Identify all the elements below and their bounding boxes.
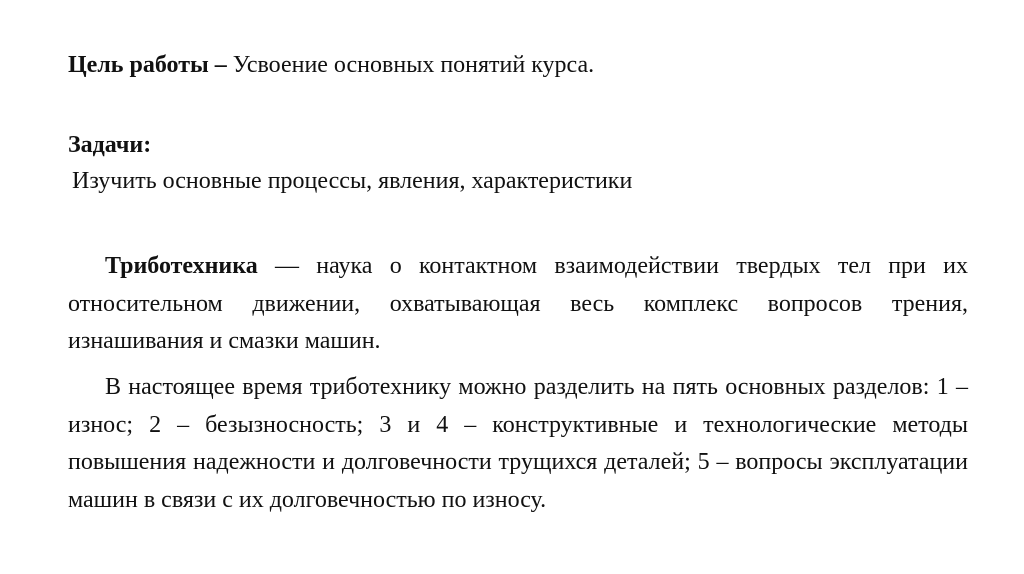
sections-paragraph: В настоящее время триботехнику можно разделить на пять основных разделов: 1 – износ; 2 – безызносность; 3 и 4 – конструктивные и технологические методы повышения надежности и долговечности трущихся деталей; 5 – вопросы эксплуатации машин в связи с их долговечностью по износу.: [68, 374, 968, 513]
goal-line: [68, 48, 594, 82]
tribotechnics-definition-text: — наука о контактном взаимодействии твердых тел при их относительном движении, охватывающая весь комплекс вопросов трения, изнашивания и смазки машин.: [68, 253, 968, 354]
goal-text: Усвоение основных понятий курса.: [232, 52, 595, 78]
tribotechnics-term: Триботехника: [105, 253, 258, 279]
slide-content: [68, 0, 968, 574]
tribotechnics-definition: [68, 248, 968, 361]
tasks-heading: Задачи:: [68, 132, 152, 158]
goal-label: Цель работы –: [68, 52, 227, 78]
tasks-item: Изучить основные процессы, явления, характеристики: [72, 168, 633, 194]
